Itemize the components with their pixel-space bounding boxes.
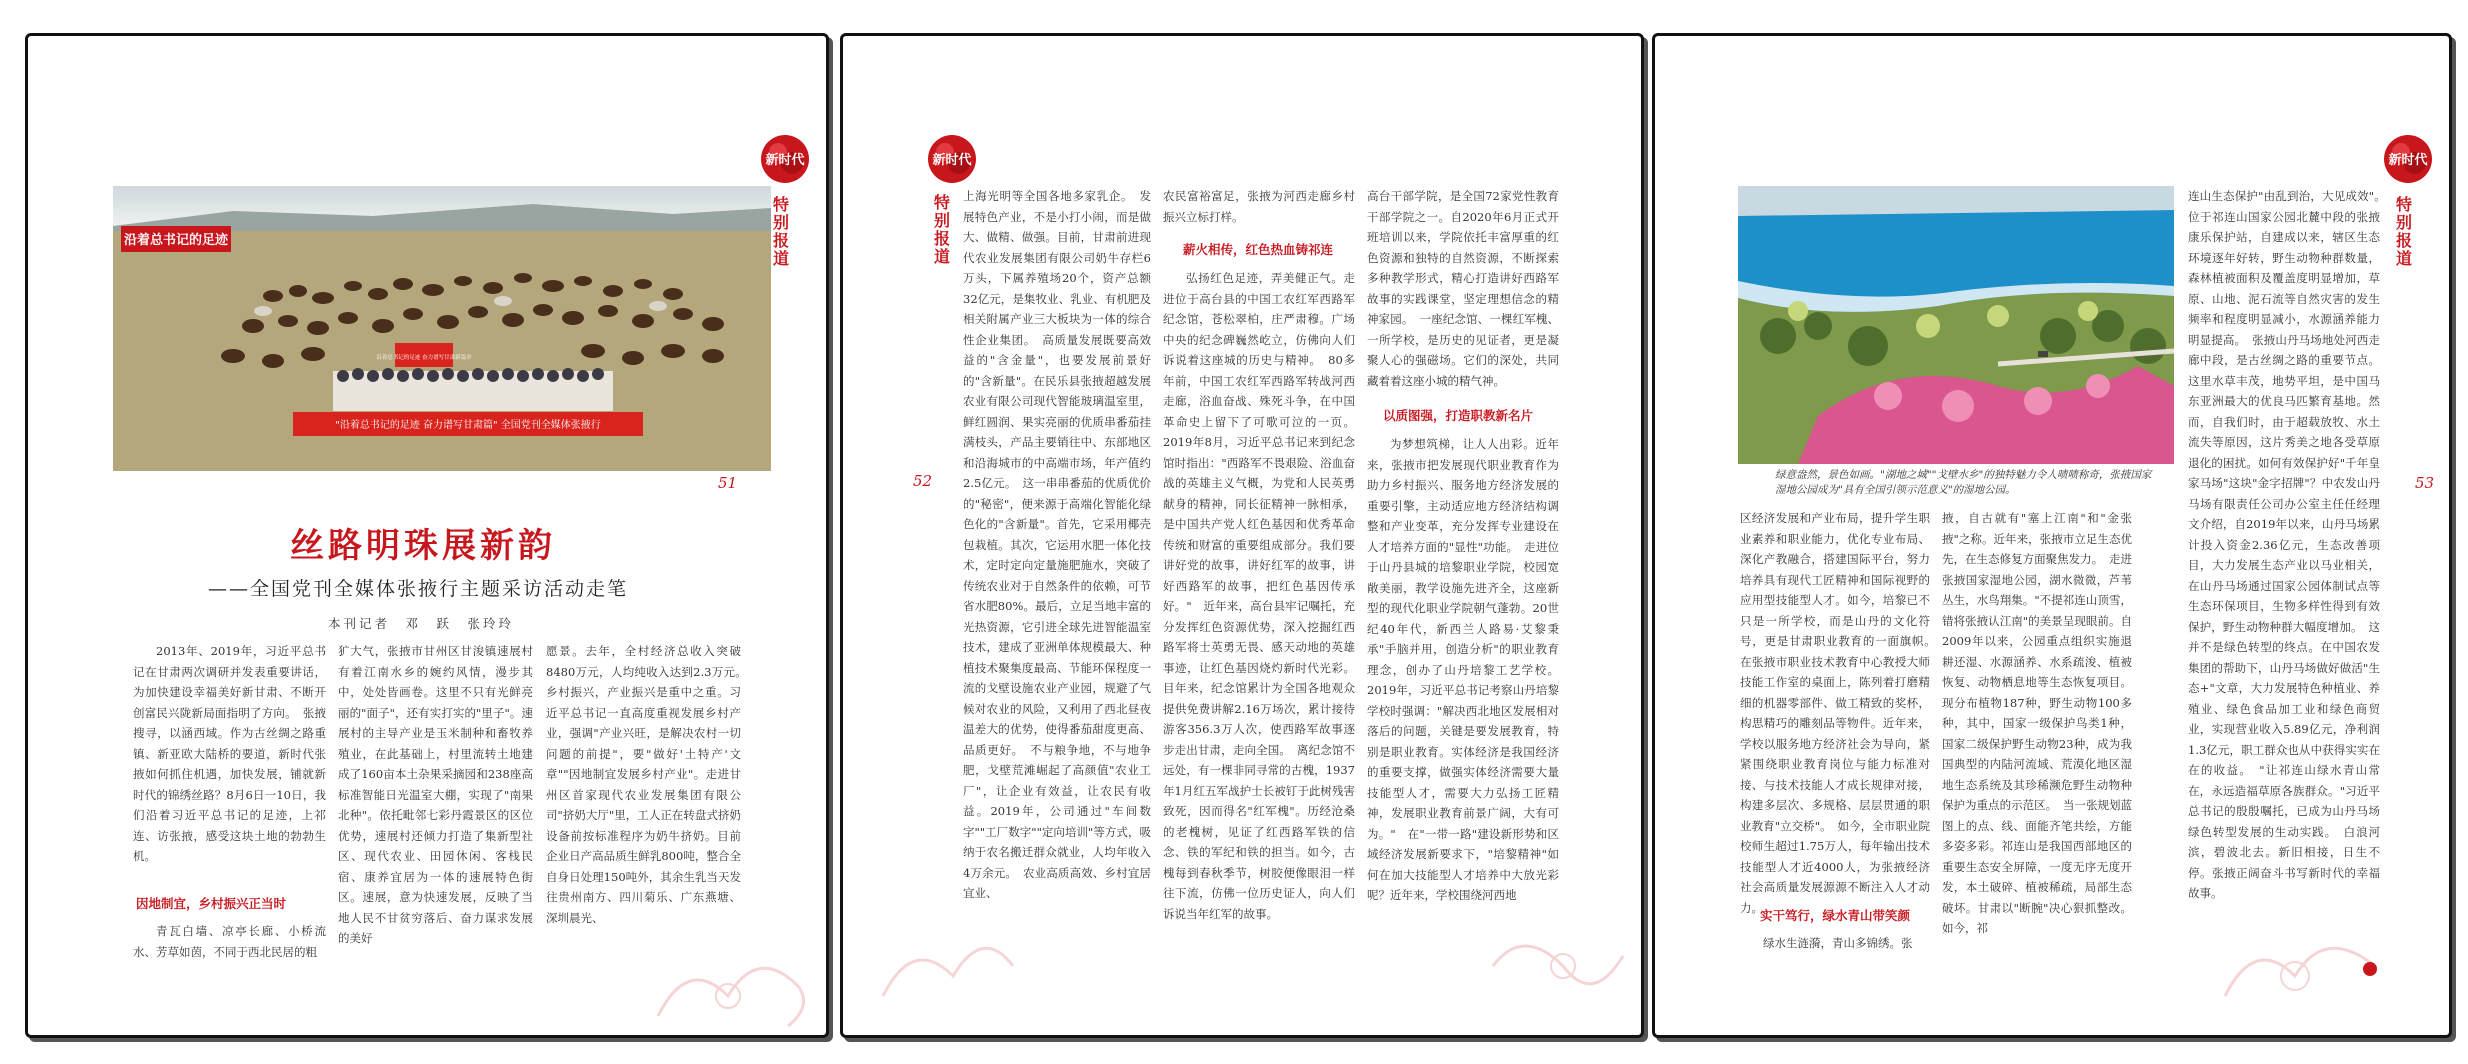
cloud-pattern-left-icon — [873, 916, 1023, 1016]
cloud-pattern-right-icon — [1483, 916, 1633, 1016]
photo-banner2-text: "沿着总书记的足迹 奋力谱写甘肃篇" 全国党刊全媒体张掖行 — [335, 420, 601, 431]
photo-wetland-park — [1738, 186, 2174, 464]
page51-column-1: 2013年、2019年，习近平总书记在甘肃两次调研并发表重要讲话，为加快建设幸福美好新甘肃、不断开创富民兴陇新局面指明了方向。 张掖搜寻，以涵西域。作为古丝绸之路重镇、新亚欧大陆桥的要道，新时代张掖如何抓住机遇，加快发展，铺就新时代的锦绣丝路？8月6日一10日，我们沿着习近平总书记的足迹，上祁连、访张掖，感受这块土地的勃勃生机。 — [133, 644, 326, 863]
end-mark-icon — [2362, 961, 2378, 977]
logo-text: 新时代 — [2388, 153, 2428, 168]
section-label: 特别报道 — [772, 195, 789, 268]
logo-text: 新时代 — [932, 153, 972, 168]
article-subtitle: ——全国党刊全媒体张掖行主题采访活动走笔 — [208, 578, 629, 600]
photo-caption: 绿意盎然，景色如画。"湖地之城""戈壁水乡"的独特魅力令人啧啧称奇，张掖国家湿地公园成为"具有全国引领示范意义"的湿地公园。 — [1775, 469, 2152, 496]
photo-banner-text: 沿着总书记的足迹 — [123, 233, 229, 248]
page-number: 51 — [718, 474, 738, 492]
page52-column-3-head: 高台干部学院，是全国72家党性教育干部学院之一。自2020年6月正式开班培训以来，学院依托丰富厚重的红色资源和独特的自然资源，不断探索多种教学形式，精心打造讲好西路军故事的实践课堂，坚定理想信念的精神家园。 一座纪念馆、一棵红军槐、一所学校，是历史的见证者，更是凝聚人心的强磁场。它们的深处，共同藏着着这座小城的精气神。 — [1367, 189, 1559, 388]
page53-column-1: 区经济发展和产业布局，提升学生职业素养和职业能力，优化专业布局、深化产教融合，搭建国际平台，努力培养具有现代工匠精神和国际视野的应用型技能型人才。如今，培黎已不只是一所学校，而是山丹的文化符号，更是甘肃职业教育的一面旗帜。 在张掖市职业技术教育中心教授大师技能工作室的桌面上，陈列着打磨精细的机器零部件、做工精致的奖杯，构思精巧的雕刻品等物件。近年来，学校以服务地方经济社会为导向，紧紧围绕职业教育岗位与能力标准对接、与技术技能人才成长规律对接，构建多层次、多规格、层层贯通的职业教育"立交桥"。 如今，全市职业院校师生超过1.75万人，每年输出技术技能型人才近4000人，为张掖经济社会高质量发展源源不断注入人才动力。 — [1740, 511, 1942, 915]
page51-column-3: 愿景。去年，全村经济总收入突破8480万元，人均纯收入达到2.3万元。 乡村振兴，产业振兴是重中之重。习近平总书记一直高度重视发展乡村产业，强调"产业兴旺，是解决农村一切问题的前提"，要"做好'土特产'文章""因地制宜发展乡村产业"。走进甘州区首家现代农业发展集团有限公司"挤奶大厅"里，工人正在转盘式挤奶设备前按标准程序为奶牛挤奶。目前企业日产高品质生鲜乳800吨，整合全自身日处理150吨外，其余生乳当天发往贵州南方、四川菊乐、广东燕塘、深圳晨光、 — [546, 644, 753, 925]
page-51 — [25, 33, 829, 1038]
article-authors: 本刊记者 邓 跃 张玲玲 — [328, 616, 515, 631]
page-number: 52 — [913, 472, 933, 490]
page51-column-2: 犷大气，张掖市甘州区甘浚镇速展村有着江南水乡的婉约风情，漫步其中，处处皆画卷。这里不只有光鲜亮丽的"面子"，还有实打实的"里子"。速展村的主导产业是玉米制种和畜牧养殖业，在此基础上，村里流转土地建成了160亩本土杂果采摘园和238座高标准智能日光温室大棚，实现了"南果北种"。依托毗邻七彩丹霞景区的区位优势，速展村还倾力打造了集新型社区、现代农业、田园休闲、客栈民宿、康养宜居为一体的速展特色街区。速展，意为快速发展，反映了当地人民不甘贫穷落后、奋力谋求发展的美好 — [338, 644, 533, 945]
page53-column-1-tail: 绿水生涟漪，青山多锦绣。张 — [1763, 936, 1913, 950]
section-logo-icon — [756, 130, 814, 188]
article-title: 丝路明珠展新韵 — [290, 526, 556, 566]
page51-subheading: 因地制宜，乡村振兴正当时 — [136, 896, 287, 911]
page51-column-1-tail: 青瓦白墙、凉亭长廊、小桥流水、芳草如茵，不同于西北民居的粗 — [133, 924, 326, 959]
logo-text: 新时代 — [765, 153, 805, 168]
page53-column-3: 连山生态保护"由乱到治，大见成效"。 位于祁连山国家公园北麓中段的张掖康乐保护站，自建成以来，辖区生态环境逐年好转，野生动物种群数量，森林植被面积及覆盖度明显增加，草原、山地、泥石流等自然灾害的发生频率和程度明显减小，水源涵养能力明显提高。 张掖山丹马场地处河西走廊中段，是古丝绸之路的重要节点。这里水草丰茂，地势平坦，是中国马东亚洲最大的优良马匹繁育基地。然而，自我们时，由于超载放牧、水土流失等原因，这片秀美之地各受草原退化的困扰。如何有效保护好"千年皇家马场"这块"金字招牌"？中农发山丹马场有限责任公司办公室主任任经理文介绍，自2019年以来，山丹马场累计投入资金2.36亿元，生态改善项目，大力发展生态产业以马业相关，在山丹马场通过国家公园体制试点等生态环保项目，生物多样性得到有效保护，野生动物种群大幅度增加。 这并不是绿色转型的终点。在中国农发集团的帮助下，山丹马场做好做活"生态+"文章，大力发展特色种植业、养殖业、绿色食品加工业和绿色商贸业，实现营业收入5.89亿元，净利润1.3亿元，职工群众也从中获得实实在在的收益。 "让祁连山绿水青山常在，永远造福草原各族群众。"习近平总书记的殷殷嘱托，已成为山丹马场绿色转型发展的生动实践。 白浪河滨，碧波北去。新旧相接，日生不停。张掖正阔奋斗书写新时代的幸福故事。 — [2188, 189, 2392, 900]
page52-subheading-2: 以质图强，打造职教新名片 — [1383, 408, 1534, 423]
page52-column-3: 为梦想筑梯，让人人出彩。近年来，张掖市把发展现代职业教育作为助力乡村振兴、服务地方经济发展的重要引擎，主动适应地方经济结构调整和产业变革，充分发挥专业建设在人才培养方面的"显性"功能。 走进位于山丹县城的培黎职业学院，校园宽敞美丽，教学设施先进齐全，这座新型的现代化职业学院朝气蓬勃。20世纪40年代，新西兰人路易·艾黎秉承"手脑并用，创造分析"的职业教育理念，创办了山丹培黎工艺学校。2019年，习近平总书记考察山丹培黎学校时强调："解决西北地区发展相对落后的问题，关键是要发展教育，特别是职业教育。实体经济是我国经济的重要支撑，做强实体经济需要大量技能型人才，需要大力弘扬工匠精神，发展职业教育前景广阔，大有可为。" 在"一带一路"建设新形势和区域经济发展新要求下，"培黎精神"如何在加大技能型人才培养中大放光彩呢？近年来，学校围绕河西地 — [1367, 437, 1559, 902]
page53-column-2: 掖，自古就有"塞上江南"和"金张掖"之称。近年来，张掖市立足生态优先，在生态修复方面聚焦发力。 走进张掖国家湿地公园，湖水微微，芦苇丛生，水鸟翔集。"不提祁连山顶雪，错将张掖认江南"的美景呈现眼前。自2009年以来，公园重点组织实施退耕还湿、水源涵养、水系疏浚、植被恢复、动物栖息地等生态恢复项目。现分布植物187种，野生动物100多种，其中，国家一级保护鸟类1种，国家二级保护野生动物23种，成为我国典型的内陆河流域、荒漠化地区湿地生态系统及其珍稀濒危野生动物种保护为重点的示范区。 当一张规划蓝图上的点、线、面能齐笔共绘，方能多姿多彩。祁连山是我国西部地区的重要生态安全屏障，一度无序无度开发，本土破碎、植被稀疏，局部生态破坏。甘肃以"断腕"决心狠抓整改。如今，祁 — [1942, 511, 2132, 935]
page-number: 53 — [2415, 474, 2435, 492]
photo-horses-grassland — [113, 186, 771, 471]
section-logo-icon — [2379, 130, 2437, 188]
section-label: 特别报道 — [2395, 195, 2412, 268]
section-logo-icon — [923, 130, 981, 188]
page-53 — [1652, 33, 2452, 1038]
page53-subheading: 实干笃行，绿水青山带笑颜 — [1760, 908, 1911, 923]
page52-column-1: 上海光明等全国各地多家乳企。 发展特色产业，不是小打小闹，而是做大、做精、做强。目前，甘肃前进现代农业发展集团有限公司奶牛存栏6万头，下属养殖场20个，资产总额32亿元，是集牧业、乳业、有机肥及相关附属产业三大板块为一体的综合性企业集团。 高质量发展既要高效益的"含金量"，也要发展前景好的"含新量"。在民乐县张掖超越发展农业有限公司现代智能玻璃温室里，鲜红圆润、果实亮丽的优质串番茄挂满枝头，产品主要销往中、东部地区和沿海城市的中高端市场，年产值约2.5亿元。 这一串串番茄的优质优价的"秘密"，便来源于高端化智能化绿色化的"含新量"。首先，它采用椰壳包栽植。其次，它运用水肥一体化技术，定时定向定量施肥施水，突破了传统农业对于自然条件的依赖，可节省水肥80%。最后，立足当地丰富的光热资源，它引进全球先进智能温室技术，建成了亚洲单体规模最大、种植技术聚集度最高、节能环保程度一流的戈壁设施农业产业园，规避了气候对农业的风险，又利用了西北昼夜温差大的优势，使得番茄甜度更高、品质更好。 不与粮争地，不与地争肥，戈壁荒滩崛起了高颜值"农业工厂"，让企业有效益，让农民有收益。2019年，公司通过"车间数字""工厂数字""定向培训"等方式，吸纳于农名搬迁群众就业，人均年收入4万余元。 农业高质高效、乡村宜居宜业、 — [963, 189, 1151, 900]
photo-flag-text: 沿着总书记的足迹 奋力谱写甘肃新篇章 — [376, 355, 472, 361]
page-52 — [840, 33, 1644, 1038]
page52-subheading-1: 薪火相传，红色热血铸祁连 — [1183, 242, 1334, 257]
page52-column-2: 弘扬红色足迹，弄美健正气。走进位于高台县的中国工农红军西路军纪念馆，苍松翠柏，庄严肃穆。广场中央的纪念碑巍然屹立，仿佛向人们诉说着这座城的历史与精神。 80多年前，中国工农红军西路军转战河西走廊，浴血奋战、殊死斗争，在中国革命史上留下了可歌可泣的一页。2019年8月，习近平总书记来到纪念馆时指出："西路军不畏艰险、浴血奋战的英雄主义气概，为党和人民英勇献身的精神，同长征精神一脉相承，是中国共产党人红色基因和优秀革命传统和财富的重要组成部分。我们要讲好党的故事，讲好红军的故事，讲好西路军的故事，把红色基因传承好。" 近年来，高台县牢记嘱托，充分发挥红色资源优势，深入挖掘红西路军将士英勇无畏、感天动地的英雄事迹，让红色基因烧灼新时代光彩。目年来，纪念馆累计为全国各地观众提供免费讲解2.16万场次，累计接待游客356.3万人次，使西路军故事逐步走出甘肃，走向全国。 离纪念馆不远处，有一棵非同寻常的古槐，1937年1月红五军战护士长被钉于此树残害致死，因而得名"红军槐"。历经沧桑的老槐树，见证了红西路军铁的信念、铁的军纪和铁的担当。如今，古槐每到春秋季节，树胶便像眼泪一样往下流，仿佛一位历史证人，向人们诉说当年红军的故事。 — [1163, 271, 1355, 921]
page52-column-2-head: 农民富裕富足，张掖为河西走廊乡村振兴立标打样。 — [1163, 189, 1355, 224]
section-label: 特别报道 — [933, 193, 950, 266]
cloud-pattern-icon — [648, 936, 818, 1036]
